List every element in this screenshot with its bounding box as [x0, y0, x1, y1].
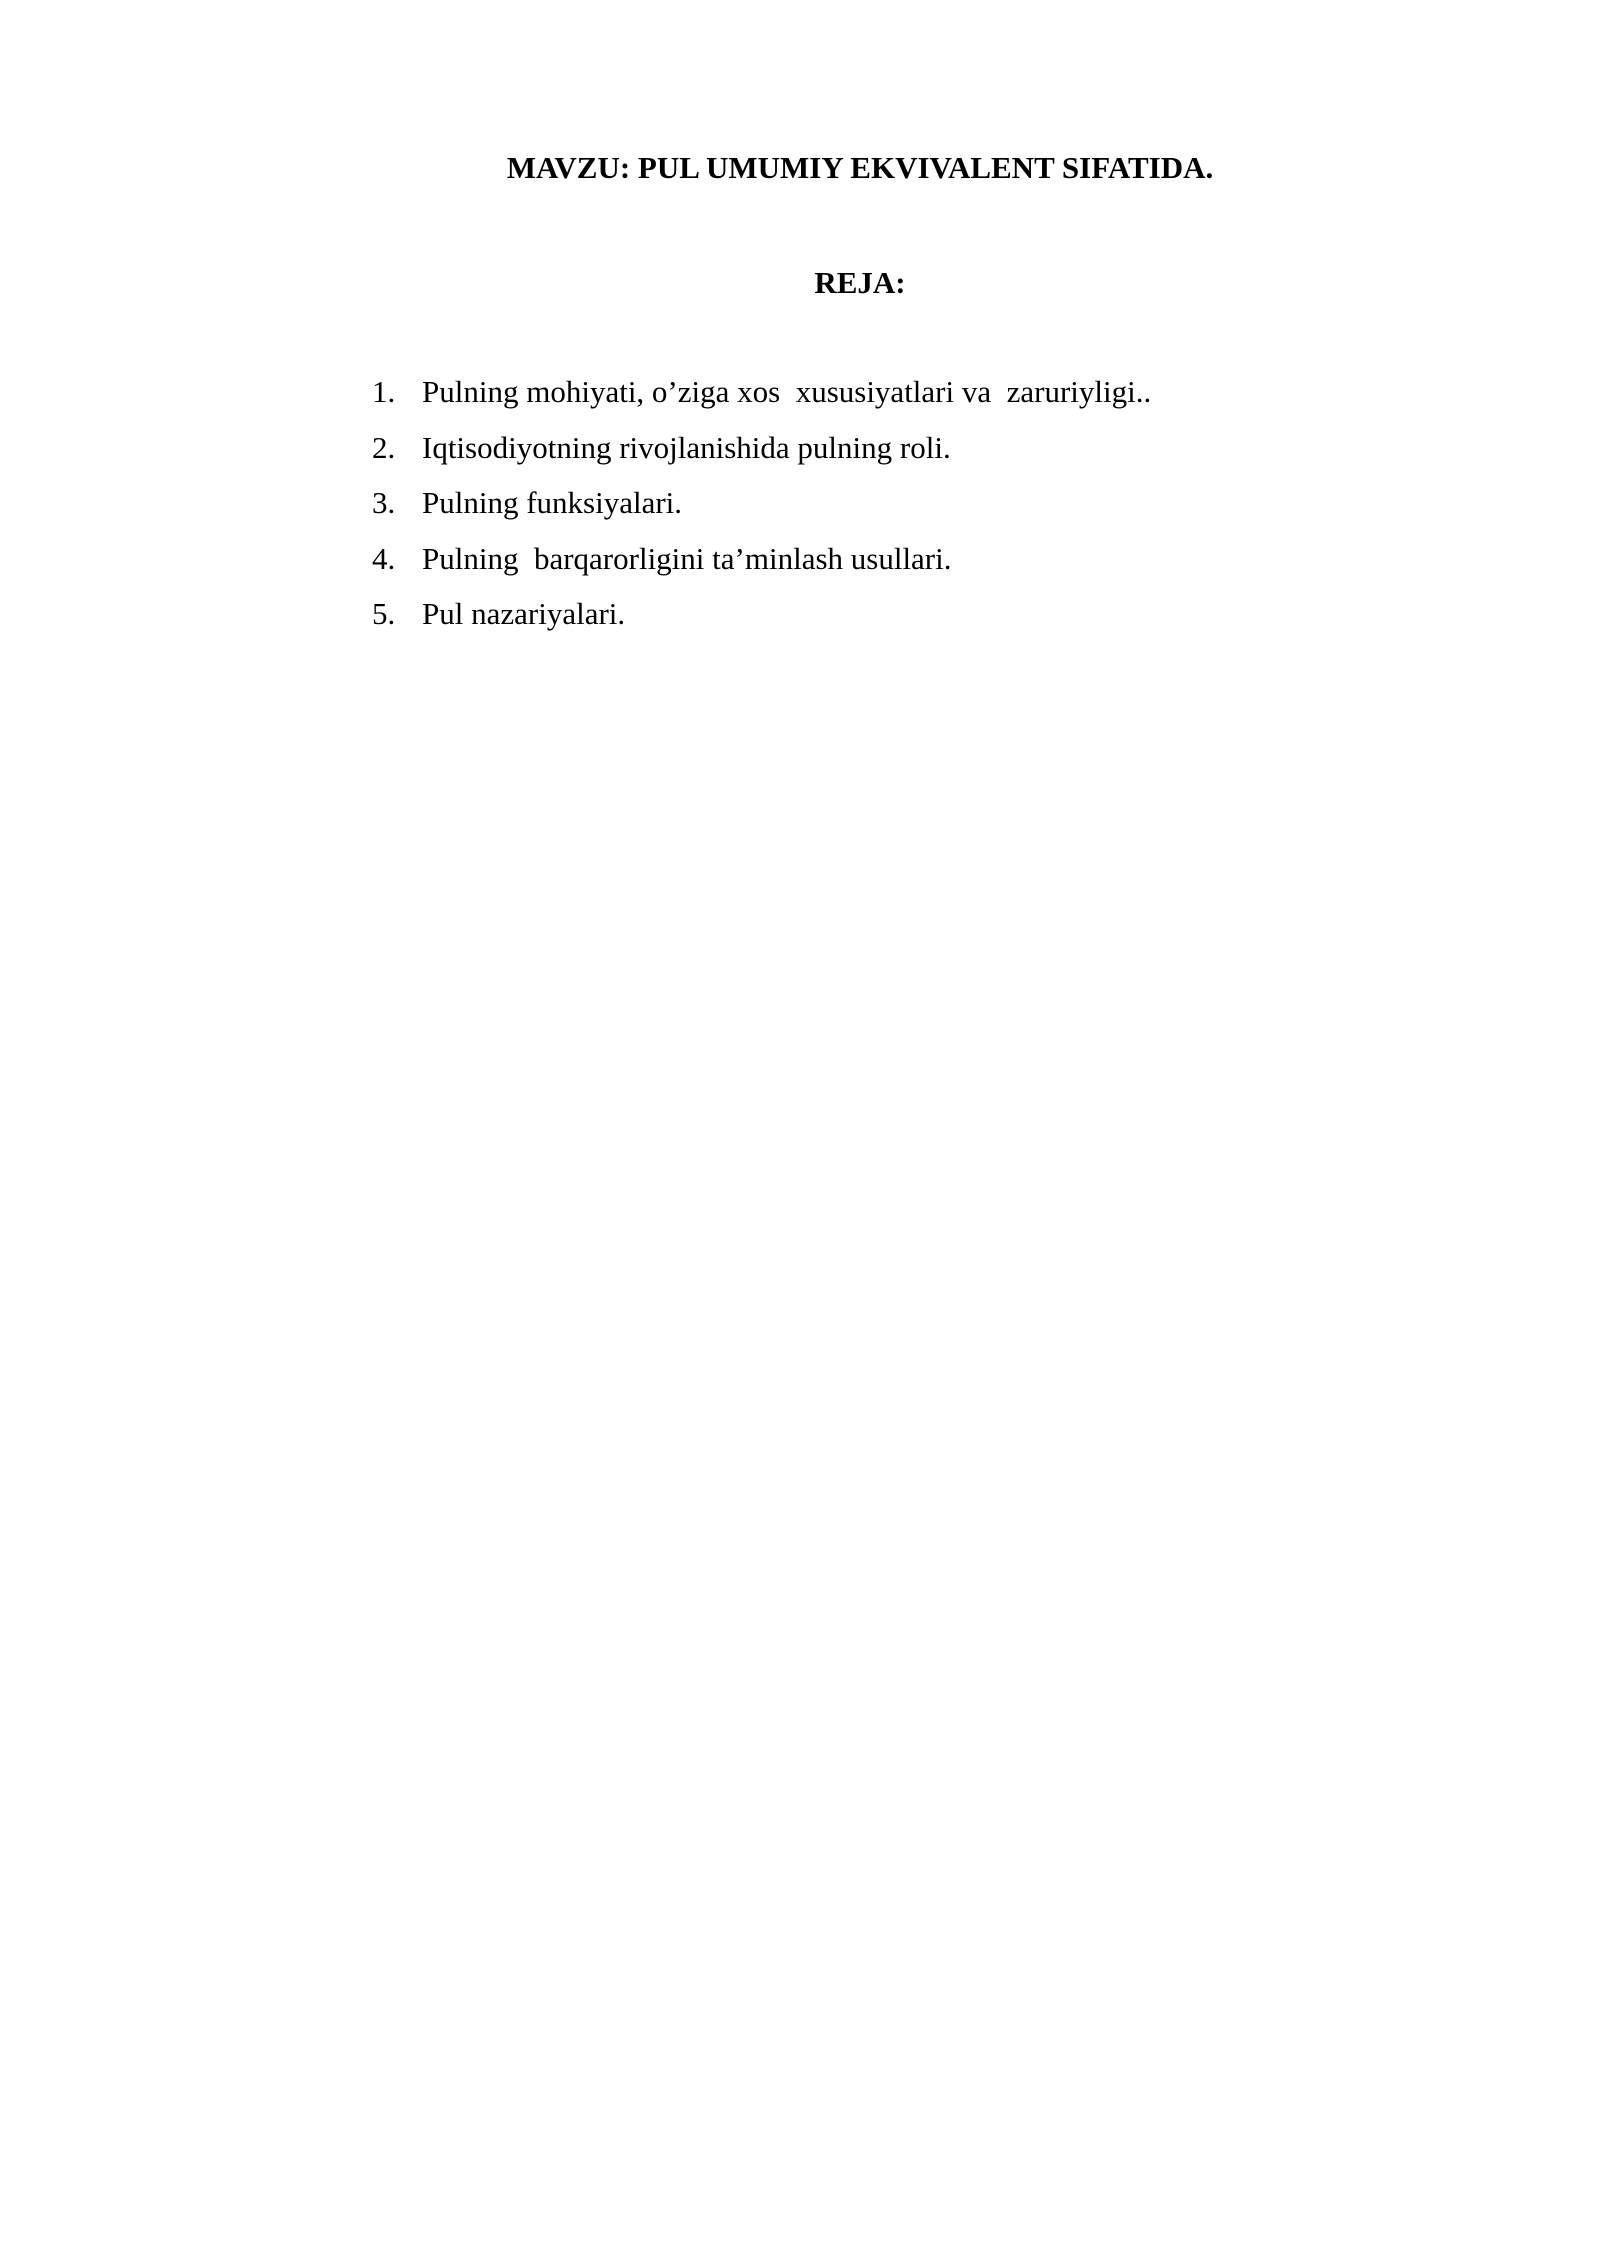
plan-heading: REJA:	[814, 265, 906, 300]
plan-item	[372, 372, 1152, 428]
plan-list	[372, 372, 1152, 650]
plan-item-text: Iqtisodiyotning rivojlanishida pulning roli.	[422, 429, 951, 465]
plan-item	[372, 539, 952, 595]
plan-item-number: 5.	[372, 596, 396, 631]
plan-item-number: 3.	[372, 485, 396, 520]
plan-item-number: 1.	[372, 374, 396, 409]
plan-item-text: Pulning funksiyalari.	[422, 485, 683, 520]
plan-item-text: Pulning barqarorligini ta’minlash usullari.	[422, 540, 952, 576]
plan-item	[372, 428, 951, 484]
plan-item-number: 2.	[372, 429, 396, 465]
plan-item-number: 4.	[372, 540, 396, 576]
plan-item-text: Pul nazariyalari.	[422, 596, 626, 631]
plan-item	[372, 594, 626, 650]
plan-item-text: Pulning mohiyati, o’ziga xos xususiyatlari va zaruriyligi..	[422, 374, 1152, 409]
page-title: MAVZU: PUL UMUMIY EKVIVALENT SIFATIDA.	[506, 150, 1214, 185]
plan-item	[372, 483, 683, 539]
